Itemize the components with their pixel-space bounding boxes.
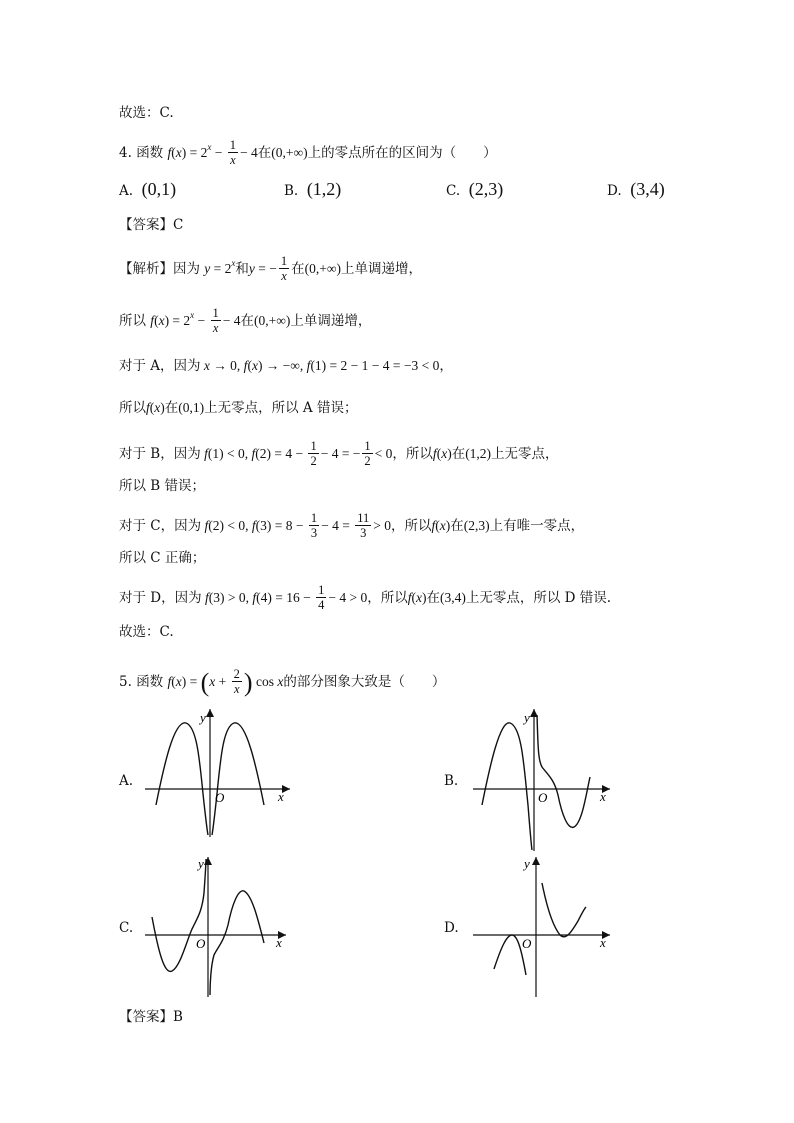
q4-analysis-line-1: 【解析】因为 $y = 2^x$和y = − $\frac{1}{x}$ 在(0,+∞)上单调递增， <box>119 254 423 283</box>
graph-a-label: A. <box>119 773 134 789</box>
graph-c-label: C. <box>119 920 134 936</box>
q4-analysis-line-8: 所以 C 正确； <box>119 550 206 566</box>
q4-answer: 【答案】C <box>119 217 184 233</box>
q4-option-a: A. (0,1) <box>119 179 177 199</box>
graph-b-origin: O <box>538 790 548 805</box>
graph-a-y-label: y <box>200 710 206 725</box>
graph-a-origin: O <box>215 790 225 805</box>
graph-d-x-label: x <box>600 935 606 950</box>
q4-stem: 4. 函数 $f(x) = 2^x$ − $\frac{1}{x}$ − 4在(0,+∞)上的零点所在的区间为（ ） <box>119 138 497 167</box>
q4-conclusion: 故选：C. <box>119 624 174 640</box>
q5-answer: 【答案】B <box>119 1009 183 1025</box>
q4-option-b: B. (1,2) <box>284 179 342 199</box>
graph-d <box>468 853 618 999</box>
q4-analysis-line-3: 对于 A，因为 x → 0, f(x) → −∞, f(1) = 2 − 1 − 4 = −3 < 0， <box>119 358 453 374</box>
q4-analysis-line-6: 所以 B 错误； <box>119 478 206 494</box>
graph-d-y-label: y <box>524 856 530 871</box>
graph-c-y-label: y <box>198 856 204 871</box>
q4-analysis-line-7: 对于 C，因为 f(2) < 0, f(3) = 8 − $\frac{1}{3}$ − 4 = $\frac{11}{3}$ > 0，所以f(x)在(2,3)上有唯一零点， <box>119 511 585 540</box>
graph-c <box>140 853 300 999</box>
q5-stem: 5. 函数 f(x) = (x + $\frac{2}{x}$ ) cos x的部分图象大致是（ ） <box>119 667 446 697</box>
q4-analysis-line-4: 所以f(x)在(0,1)上无零点，所以 A 错误； <box>119 400 358 416</box>
graph-b-y-label: y <box>524 710 530 725</box>
q4-analysis-line-2: 所以 $f(x) = 2^x$ − $\frac{1}{x}$ − 4在(0,+∞)上单调递增， <box>119 306 372 335</box>
graph-b <box>468 705 618 853</box>
graph-d-origin: O <box>522 936 532 951</box>
graph-c-x-label: x <box>276 935 282 950</box>
q4-number: 4. <box>119 145 132 161</box>
graph-c-origin: O <box>196 936 206 951</box>
graph-b-x-label: x <box>600 789 606 804</box>
q4-option-c: C. (2,3) <box>446 179 504 199</box>
graph-d-label: D. <box>444 920 459 936</box>
graph-a <box>140 705 300 840</box>
previous-conclusion: 故选：C. <box>119 105 174 121</box>
graph-b-label: B. <box>444 773 459 789</box>
graph-a-x-label: x <box>278 789 284 804</box>
q4-option-d: D. (3,4) <box>607 179 665 199</box>
q4-analysis-line-5: 对于 B，因为 f(1) < 0, f(2) = 4 − $\frac{1}{2}$ − 4 = − $\frac{1}{2}$ < 0，所以f(x)在(1,2)上无零点， <box>119 439 559 468</box>
q4-analysis-line-9: 对于 D，因为 f(3) > 0, f(4) = 16 − $\frac{1}{4}$ − 4 > 0，所以f(x)在(3,4)上无零点，所以 D 错误. <box>119 583 612 612</box>
